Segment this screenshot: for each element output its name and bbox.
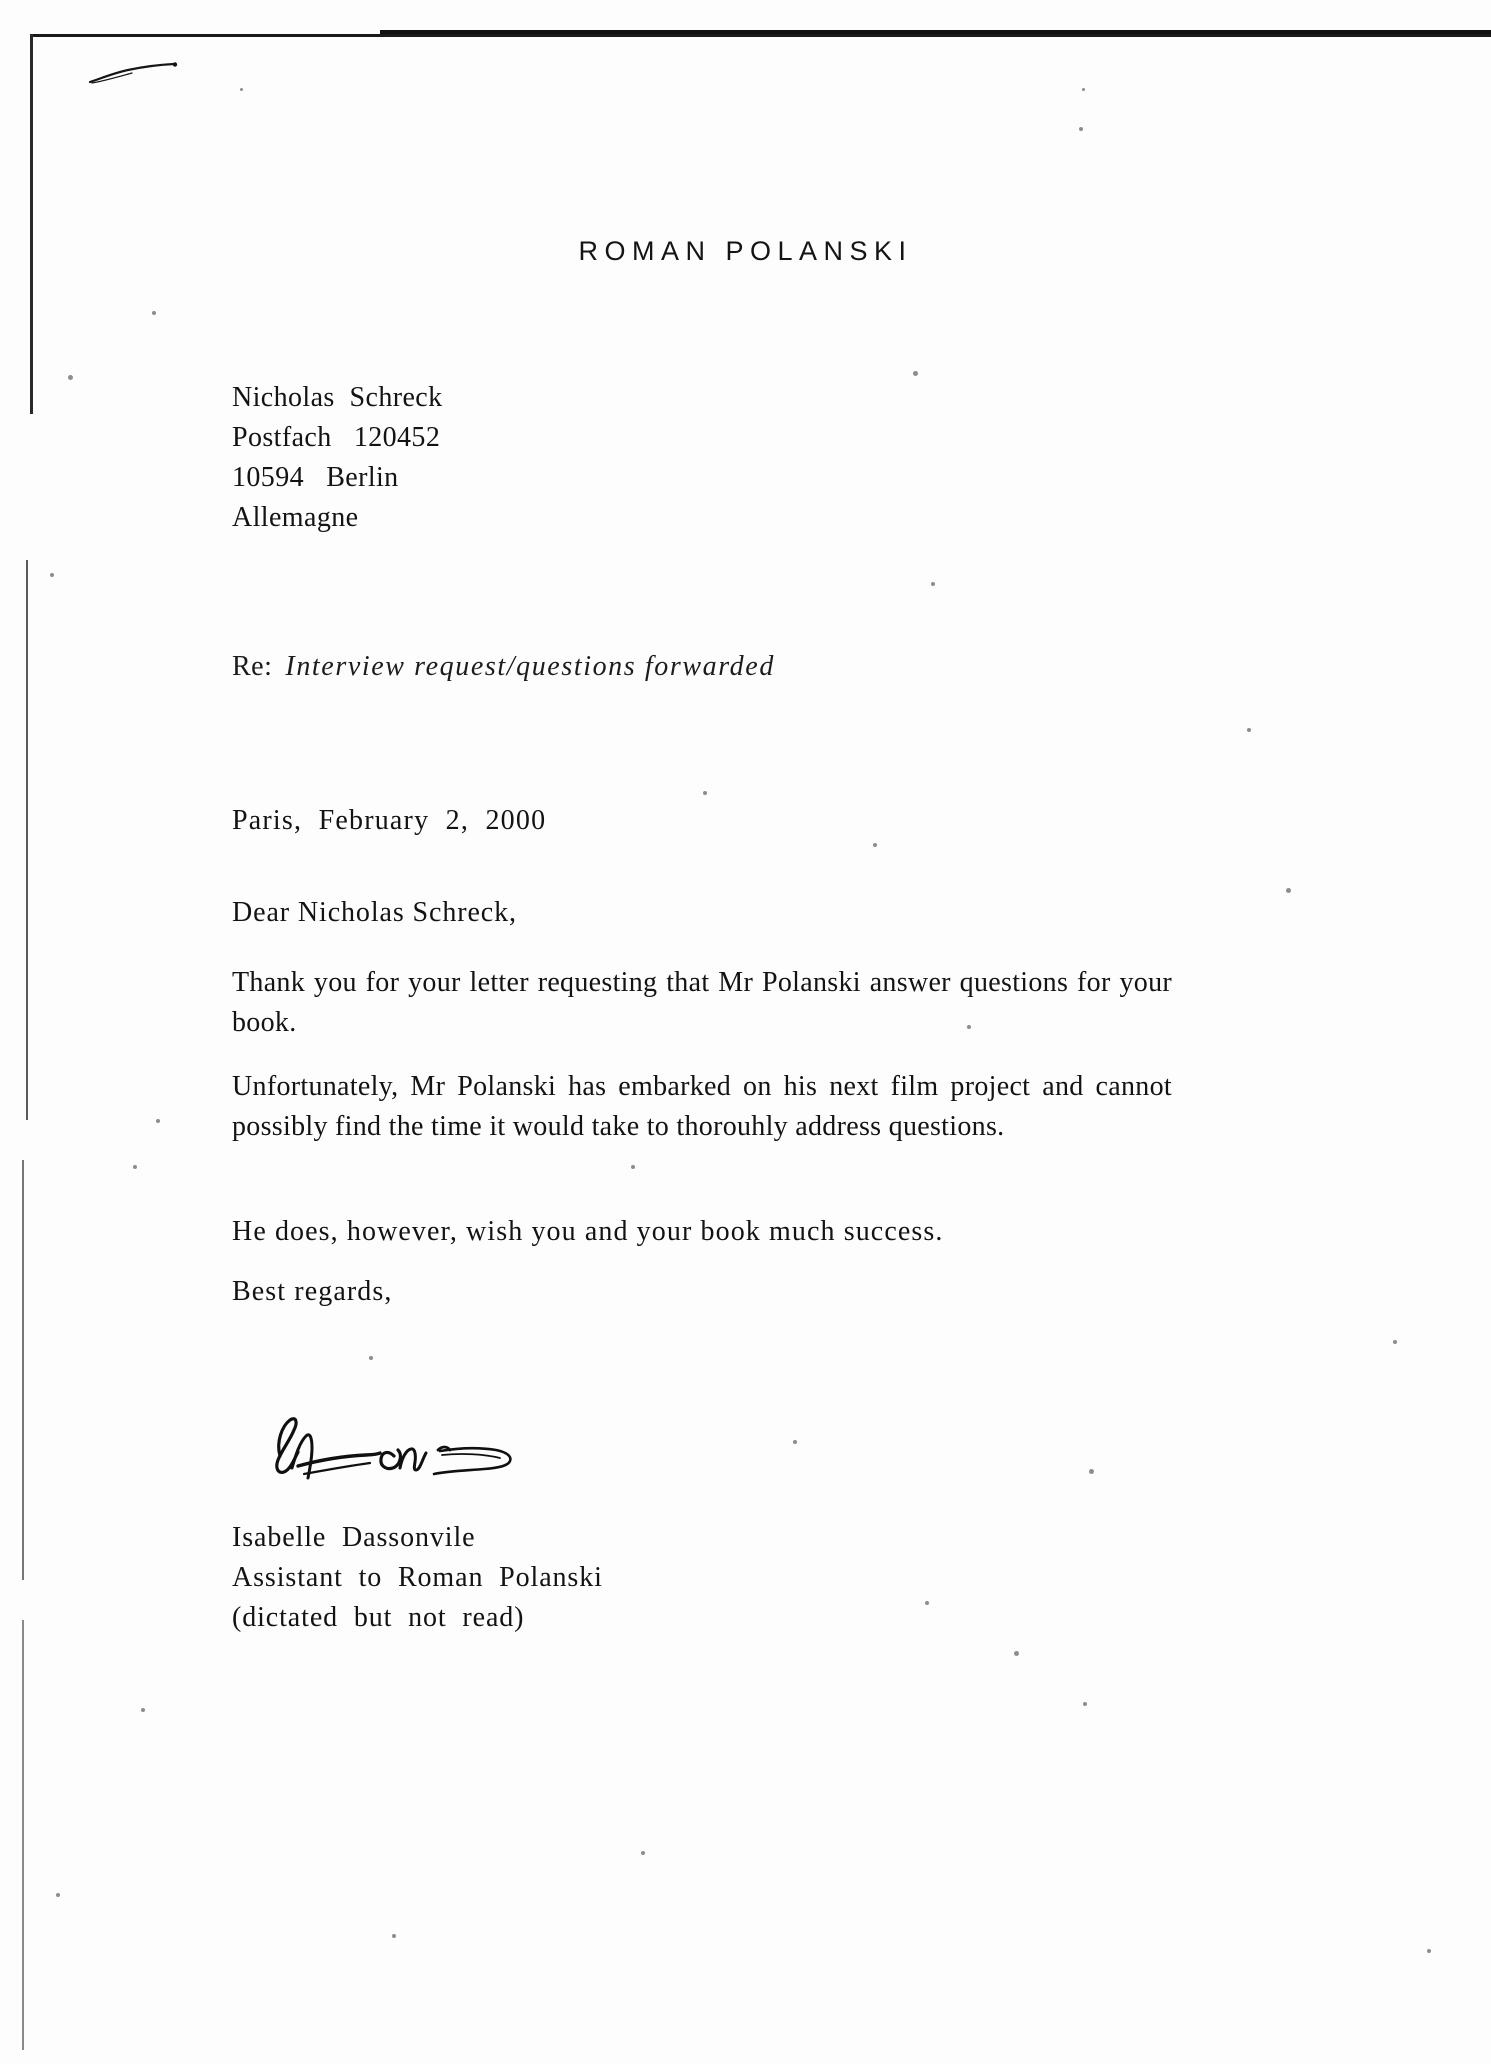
scan-speck [873,843,877,847]
scan-speck [967,1025,971,1029]
handwritten-signature-icon [262,1398,522,1488]
scan-speck [133,1165,137,1169]
scan-speck [1014,1651,1019,1656]
scan-speck [931,582,935,586]
addressee-line-3: 10594 Berlin [232,462,399,493]
scan-speck [1393,1340,1397,1344]
scan-speck [631,1165,635,1169]
scan-edge-left-segment-2 [26,560,28,1120]
signer-title: Assistant to Roman Polanski [232,1562,603,1593]
scan-speck [392,1934,396,1938]
scan-speck [641,1851,645,1855]
scan-speck [1083,1702,1087,1706]
addressee-block [232,378,792,538]
scan-speck [925,1601,929,1605]
signature-block [232,1518,852,1638]
letterhead-title: ROMAN POLANSKI [578,236,913,266]
addressee-line-4: Allemagne [232,502,359,533]
scan-speck [1089,1469,1094,1474]
scan-speck [1427,1949,1431,1953]
scan-speck [240,88,243,91]
scan-speck [1082,88,1085,91]
body-paragraph-1: Thank you for your letter requesting that Mr Polanski answer questions for your book. [232,967,1172,1038]
scan-edge-left-segment-4 [22,1620,24,2050]
scan-speck [156,1119,160,1123]
signer-note: (dictated but not read) [232,1602,525,1633]
addressee-line-2: Postfach 120452 [232,422,441,453]
addressee-line-1: Nicholas Schreck [232,382,443,413]
signer-name: Isabelle Dassonvile [232,1522,476,1553]
subject-label: Re: [232,651,273,682]
scan-speck [1079,127,1083,131]
scan-edge-left [30,34,33,414]
scan-speck [703,791,707,795]
scan-speck [1247,728,1251,732]
scan-speck [141,1708,145,1712]
scan-speck [793,1440,797,1444]
body-paragraph-3: He does, however, wish you and your book much success. [232,1216,944,1247]
scan-speck [1286,888,1291,893]
salutation: Dear Nicholas Schreck, [232,897,517,928]
scan-speck [56,1893,60,1897]
stray-pen-mark-icon [88,62,178,88]
scan-speck [68,375,73,380]
body-paragraph-2: Unfortunately, Mr Polanski has embarked on his next film project and cannot possibly find the time it would take to thorouhly address questions. [232,1071,1172,1142]
scan-edge-top [30,34,1491,37]
scan-edge-left-segment-3 [22,1160,24,1580]
scan-speck [50,573,54,577]
dateline: Paris, February 2, 2000 [232,805,547,836]
scan-speck [913,371,918,376]
scan-speck [369,1356,373,1360]
subject-text: Interview request/questions forwarded [285,651,775,682]
subject-line [232,651,775,683]
closing-line: Best regards, [232,1276,393,1307]
scan-speck [152,311,156,315]
